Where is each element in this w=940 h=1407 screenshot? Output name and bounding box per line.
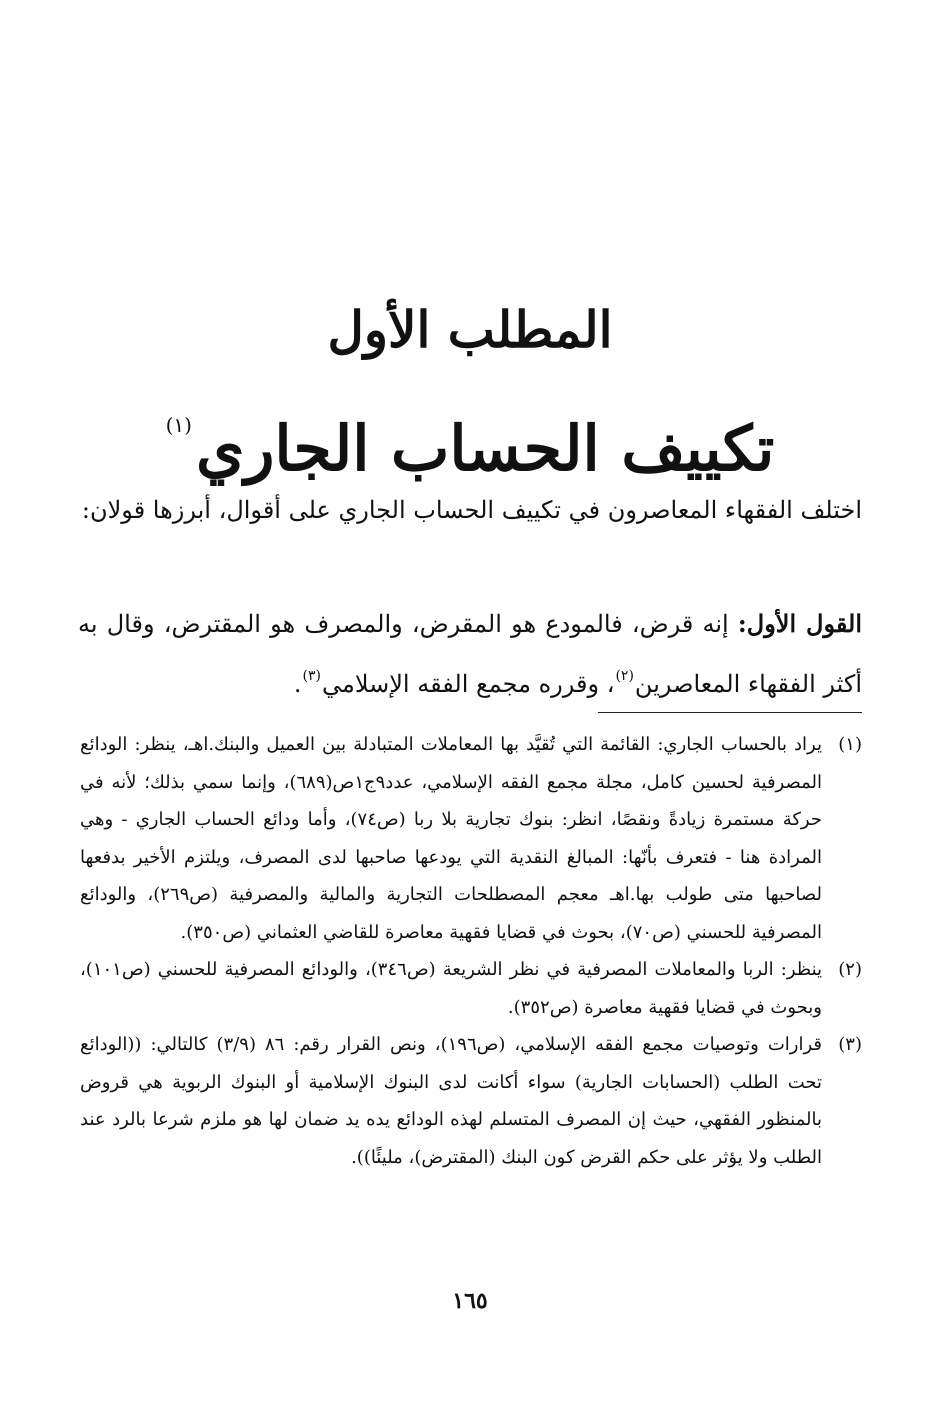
footnote-number: (٢) [838, 959, 862, 980]
section-heading-text: المطلب الأول [327, 300, 613, 359]
first-opinion-text-b: ، وقرره مجمع الفقه الإسلامي [321, 670, 615, 698]
footnote-separator [598, 712, 862, 713]
first-opinion-lead: القول الأول: [737, 609, 862, 638]
footnote-number: (٣) [838, 1034, 862, 1055]
section-title [0, 380, 940, 494]
footnote-item [80, 951, 862, 1026]
section-heading [0, 290, 940, 370]
footnote-ref-3: (٣) [302, 668, 321, 684]
section-title-text: تكييف الحساب الجاري [195, 412, 775, 485]
page-number: ١٦٥ [452, 1288, 488, 1314]
footnote-ref-2: (٢) [615, 668, 634, 684]
footnote-ref-1: (١) [165, 413, 192, 437]
intro-paragraph: اختلف الفقهاء المعاصرون في تكييف الحساب الجاري على أقوال، أبرزها قولان: [81, 496, 862, 524]
footnote-item [80, 1026, 862, 1176]
footnote-text: ينظر: الربا والمعاملات المصرفية في نظر الشريعة (ص٣٤٦)، والودائع المصرفية للحسني (ص١٠١)، وبحوث في قضايا فقهية معاصرة (ص٣٥٢). [80, 959, 823, 1018]
footnote-number: (١) [838, 734, 862, 755]
first-opinion-end: . [293, 670, 302, 698]
first-opinion-text-a: إنه قرض، فالمودع هو المقرض، والمصرف هو المقترض، وقال به أكثر الفقهاء المعاصرين [78, 610, 862, 698]
footnote-text: يراد بالحساب الجاري: القائمة التي تُقيَّد بها المعاملات المتبادلة بين العميل والبنك.اهـ، ينظر: الودائع المصرفية لحسين كامل، مجلة مجمع الفقه الإسلامي، عدد٩ج١ص(٦٨٩)، وإنما سمي بذلك؛ لأنه في حركة مستمرة زيادةً ونقصًا، انظر: بنوك تجارية بلا ربا (ص٧٤)، وأما ودائع الحساب الجاري - وهي المرادة هنا - فتعرف بأنّها: المبالغ النقدية التي يودعها صاحبها لدى المصرف، ويلتزم الأخير بدفعها لصاحبها متى طولب بها.اهـ معجم المصطلحات التجارية والمالية والمصرفية (ص٢٦٩)، والودائع المصرفية للحسني (ص٧٠)، بحوث في قضايا فقهية معاصرة للقاضي العثماني (ص٣٥٠). [80, 734, 823, 943]
footnote-text: قرارات وتوصيات مجمع الفقه الإسلامي، (ص١٩٦)، ونص القرار رقم: ٨٦ (٣/٩) كالتالي: ((الودائع تحت الطلب (الحسابات الجارية) سواء أكانت لدى البنوك الإسلامية أو البنوك الربوية هي قروض بالمنظور الفقهي، حيث إن المصرف المتسلم لهذه الودائع يده يد ضمان لها هو ملزم شرعا بالرد عند الطلب ولا يؤثر على حكم القرض كون البنك (المقترض)، مليئًا)). [80, 1034, 823, 1168]
first-opinion-paragraph [78, 598, 862, 710]
footnote-item [80, 726, 862, 951]
footnotes [80, 726, 862, 1176]
